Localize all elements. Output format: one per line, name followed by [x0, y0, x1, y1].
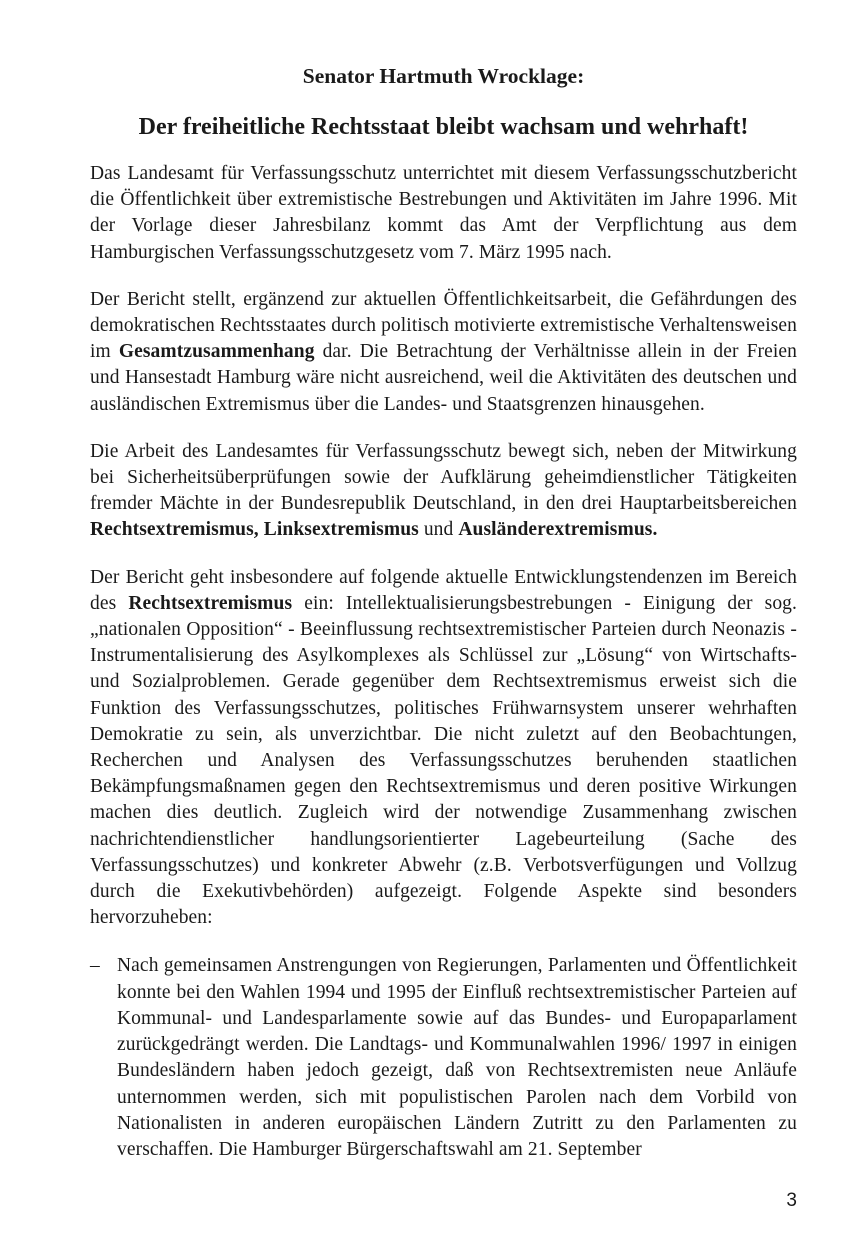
- paragraph-work-areas-emphasis-1: Rechtsextremismus, Linksextremismus: [90, 519, 419, 541]
- document-page: [90, 0, 797, 1257]
- paragraph-work-areas-text-1: Die Arbeit des Landesamtes für Verfassungsschutz bewegt sich, neben der Mitwirkung bei Sicherheitsüberprüfungen sowie der Aufklärung geheimdienstlicher Tätigkeiten fremder Mächte in der Bundesrepublik Deutschland, in den drei Hauptarbeitsbereichen: [90, 440, 797, 515]
- paragraph-right-extremism-text-1: Der Bericht geht insbesondere auf folgende aktuelle Entwicklungstendenzen im Bereich des: [90, 566, 797, 614]
- paragraph-context: [90, 287, 797, 418]
- paragraph-context-emphasis: Gesamtzusammenhang: [118, 341, 315, 363]
- paragraph-work-areas-text-2: und: [418, 519, 459, 541]
- page-title: Senator Hartmuth Wrocklage:: [302, 64, 585, 88]
- paragraph-work-areas: [90, 439, 797, 544]
- paragraph-intro: Das Landesamt für Verfassungsschutz unterrichtet mit diesem Verfassungsschutzbericht die Öffentlichkeit über extremistische Bestrebungen und Aktivitäten im Jahre 1996. Mit der Vorlage dieser Jahresbilanz kommt das Amt der Verpflichtung aus dem Hamburgischen Verfassungsschutzgesetz vom 7. März 1995 nach.: [90, 163, 797, 263]
- list-dash-marker: –: [90, 955, 100, 977]
- paragraph-context-text-1: Der Bericht stellt, ergänzend zur aktuellen Öffentlichkeitsarbeit, die Gefährdungen des demokratischen Rechtsstaates durch politisch motivierte extremistische Verhaltensweisen im: [90, 288, 797, 363]
- page-subtitle: Der freiheitliche Rechtsstaat bleibt wachsam und wehrhaft!: [138, 114, 749, 140]
- paragraph-work-areas-emphasis-2: Ausländerextremismus.: [458, 519, 658, 541]
- paragraph-context-text-2: dar. Die Betrachtung der Verhältnisse allein in der Freien und Hansestadt Hamburg wäre nicht ausreichend, weil die Aktivitäten des deutschen und ausländischen Extremismus über die Landes- und Staatsgrenzen hinausgehen.: [90, 341, 798, 415]
- paragraph-right-extremism: [90, 565, 797, 932]
- document-body: [90, 161, 797, 1163]
- paragraph-right-extremism-text-2: ein: Intellektualisierungsbestrebungen - Einigung der sog. „nationalen Opposition“ - Beeinflussung rechtsextremistischer Parteien durch Neonazis - Instrumentalisierung des Asylkomplexes als Schlüssel zur „Lösung“ von Wirtschafts- und Sozialproblemen. Gerade gegenüber dem Rechtsextremismus erweist sich die Funktion des Verfassungsschutzes, politisches Frühwarnsystem unserer wehrhaften Demokratie zu sein, als unverzichtbar. Die nicht zuletzt auf den Beobachtungen, Recherchen und Analysen des Verfassungsschutzes beruhenden staatlichen Bekämpfungsmaßnamen gegen den Rechtsextremismus und deren positive Wirkungen machen dies deutlich. Zugleich wird der notwendige Zusammenhang zwischen nachrichtendienstlicher handlungsorientierter Lagebeurteilung (Sache des Verfassungsschutzes) und konkreter Abwehr (z.B. Verbotsverfügungen und Vollzug durch die Exekutivbehörden) aufgezeigt. Folgende Aspekte sind besonders hervorzuheben:: [90, 592, 797, 929]
- list-item-text: Nach gemeinsamen Anstrengungen von Regierungen, Parlamenten und Öffentlichkeit konnte bei den Wahlen 1994 und 1995 der Einfluß rechtsextremistischer Parteien auf Kommunal- und Landesparlamente sowie auf das Bundes- und Europaparlament zurückgedrängt werden. Die Landtags- und Kommunalwahlen 1996/ 1997 in einigen Bundesländern haben jedoch gezeigt, daß von Rechtsextremisten neue Anläufe unternommen werden, sich mit populistischen Parolen nach dem Vorbild von Nationalisten in anderen europäischen Ländern Zutritt zu den Parlamenten zu verschaffen. Die Hamburger Bürgerschaftswahl am 21. September: [117, 955, 797, 1160]
- list-item: [90, 953, 797, 1163]
- page-number: 3: [786, 1190, 797, 1211]
- paragraph-right-extremism-emphasis: Rechtsextremismus: [128, 592, 293, 614]
